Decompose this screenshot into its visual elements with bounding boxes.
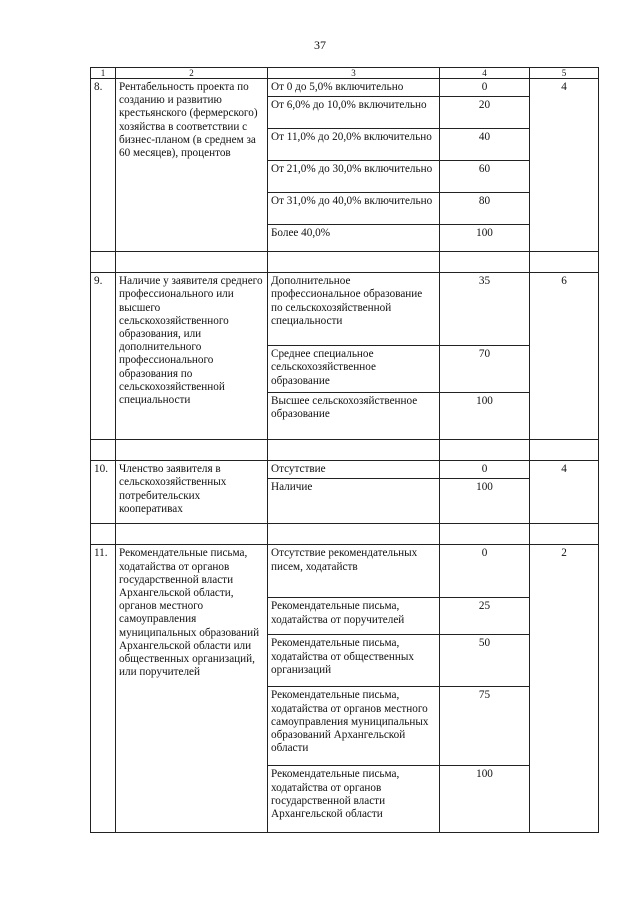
- header-cell: 1: [91, 68, 116, 79]
- option-score: 0: [440, 545, 530, 598]
- spacer-row: [91, 524, 599, 545]
- option-score: 60: [440, 161, 530, 193]
- option-text: Среднее специальное сельскохозяйственное образование: [268, 346, 440, 393]
- spacer-row: [91, 252, 599, 273]
- option-text: От 31,0% до 40,0% включительно: [268, 193, 440, 225]
- row-number: 10.: [91, 461, 116, 524]
- criterion-weight: 6: [530, 273, 599, 440]
- option-text: Отсутствие: [268, 461, 440, 479]
- criterion-text: Наличие у заявителя среднего профессионального или высшего сельскохозяйственного образования, или дополнительного профессионального образования по сельскохозяйственной специальности: [116, 273, 268, 440]
- option-score: 100: [440, 479, 530, 524]
- option-text: Отсутствие рекомендательных писем, ходатайств: [268, 545, 440, 598]
- option-text: Наличие: [268, 479, 440, 524]
- option-text: От 0 до 5,0% включительно: [268, 79, 440, 97]
- header-cell: 5: [530, 68, 599, 79]
- option-text: Дополнительное профессиональное образование по сельскохозяйственной специальности: [268, 273, 440, 346]
- criterion-weight: 4: [530, 461, 599, 524]
- header-cell: 2: [116, 68, 268, 79]
- option-score: 0: [440, 461, 530, 479]
- spacer-row: [91, 440, 599, 461]
- option-text: Высшее сельскохозяйственное образование: [268, 393, 440, 440]
- option-score: 75: [440, 687, 530, 766]
- option-text: Рекомендательные письма, ходатайства от органов государственной власти Архангельской области: [268, 766, 440, 833]
- option-score: 70: [440, 346, 530, 393]
- criterion-text: Рекомендательные письма, ходатайства от органов государственной власти Архангельской области, органов местного самоуправления муниципальных образований Архангельской области или общественных организаций, или поручителей: [116, 545, 268, 833]
- table-row: [91, 461, 599, 479]
- page-number: 37: [314, 38, 326, 52]
- criterion-weight: 2: [530, 545, 599, 833]
- option-score: 0: [440, 79, 530, 97]
- criterion-weight: 4: [530, 79, 599, 252]
- option-score: 100: [440, 766, 530, 833]
- row-number: 8.: [91, 79, 116, 252]
- option-score: 50: [440, 635, 530, 687]
- option-text: От 11,0% до 20,0% включительно: [268, 129, 440, 161]
- header-cell: 3: [268, 68, 440, 79]
- option-score: 40: [440, 129, 530, 161]
- option-score: 35: [440, 273, 530, 346]
- option-score: 100: [440, 225, 530, 252]
- criterion-text: Членство заявителя в сельскохозяйственных потребительских кооперативах: [116, 461, 268, 524]
- header-cell: 4: [440, 68, 530, 79]
- option-score: 100: [440, 393, 530, 440]
- option-text: Рекомендательные письма, ходатайства от общественных организаций: [268, 635, 440, 687]
- table-row: [91, 79, 599, 97]
- option-score: 25: [440, 598, 530, 635]
- option-text: От 21,0% до 30,0% включительно: [268, 161, 440, 193]
- criterion-text: Рентабельность проекта по созданию и развитию крестьянского (фермерского) хозяйства в соответствии с бизнес-планом (в среднем за 60 месяцев), процентов: [116, 79, 268, 252]
- table-row: [91, 273, 599, 346]
- option-score: 20: [440, 97, 530, 129]
- option-text: Рекомендательные письма, ходатайства от органов местного самоуправления муниципальных образований Архангельской области: [268, 687, 440, 766]
- table-row: [91, 545, 599, 598]
- criteria-table: [90, 67, 599, 833]
- row-number: 9.: [91, 273, 116, 440]
- option-text: Более 40,0%: [268, 225, 440, 252]
- header-row: [91, 68, 599, 79]
- option-text: Рекомендательные письма, ходатайства от поручителей: [268, 598, 440, 635]
- row-number: 11.: [91, 545, 116, 833]
- option-score: 80: [440, 193, 530, 225]
- option-text: От 6,0% до 10,0% включительно: [268, 97, 440, 129]
